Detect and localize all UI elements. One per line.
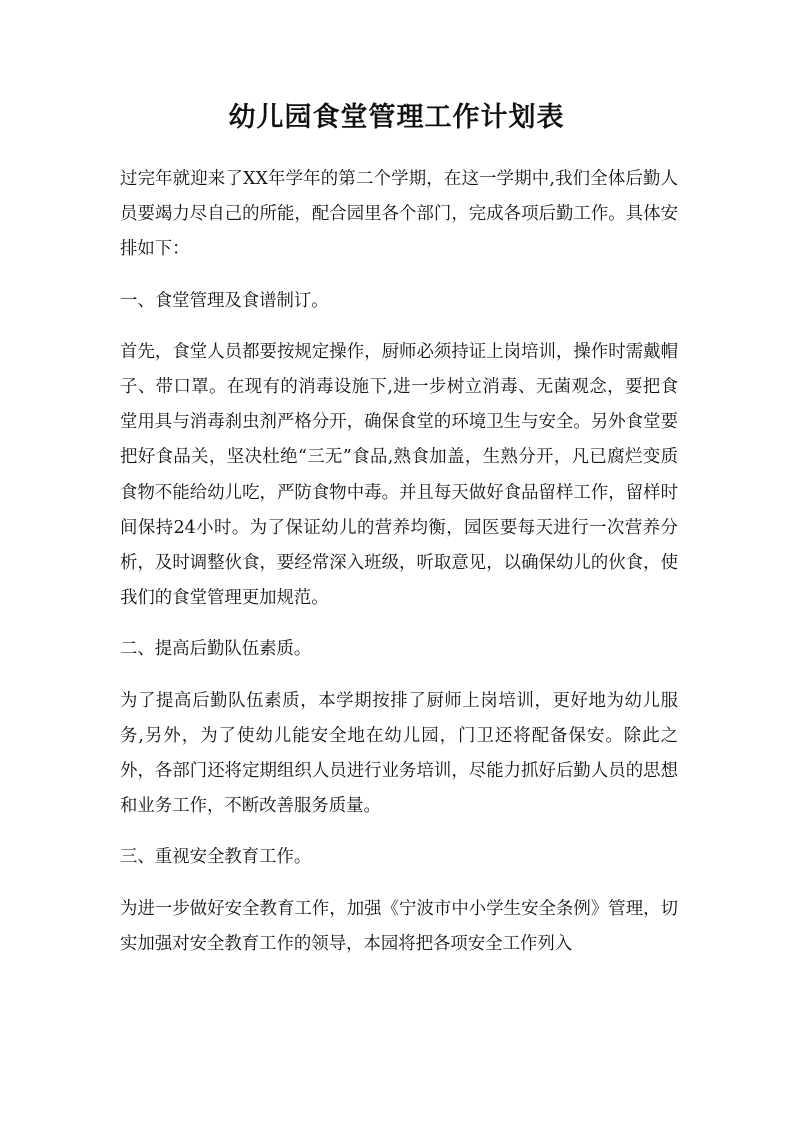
document-title: 幼儿园食堂管理工作计划表 — [228, 102, 565, 133]
section-paragraph-2: 为了提高后勤队伍素质，本学期按排了厨师上岗培训，更好地为幼儿服务,另外，为了使幼儿能安全地在幼儿园，门卫还将配备保安。除此之外，各部门还将定期组织人员进行业务培训，尽能力抓好后勤人员的思想和业务工作，不断改善服务质量。 — [120, 690, 678, 817]
section-heading-2: 二、提高后勤队伍素质。 — [120, 639, 312, 660]
section-heading-3: 三、重视安全教育工作。 — [120, 847, 312, 868]
intro-paragraph: 过完年就迎来了XX年学年的第二个学期，在这一学期中,我们全体后勤人员要竭力尽自己的所能，配合园里各个部门，完成各项后勤工作。具体安排如下： — [120, 169, 678, 260]
document-body — [120, 162, 678, 978]
section-paragraph-1: 首先，食堂人员都要按规定操作，厨师必须持证上岗培训，操作时需戴帽子、带口罩。在现有的消毒设施下,进一步树立消毒、无菌观念，要把食堂用具与消毒刹虫剂严格分开，确保食堂的环境卫生与安全。另外食堂要把好食品关，坚决杜绝“三无”食品,熟食加盖，生熟分开，凡已腐烂变质食物不能给幼儿吃，严防食物中毒。并且每天做好食品留样工作，留样时间保持24小时。为了保证幼儿的营养均衡，园医要每天进行一次营养分析，及时调整伙食，要经常深入班级，听取意见，以确保幼儿的伙食，使我们的食堂管理更加规范。 — [120, 341, 679, 609]
section-paragraph-3: 为进一步做好安全教育工作，加强《宁波市中小学生安全条例》管理，切实加强对安全教育工作的领导，本园将把各项安全工作列入 — [120, 898, 678, 954]
section-heading-1: 一、食堂管理及食谱制订。 — [120, 290, 329, 311]
